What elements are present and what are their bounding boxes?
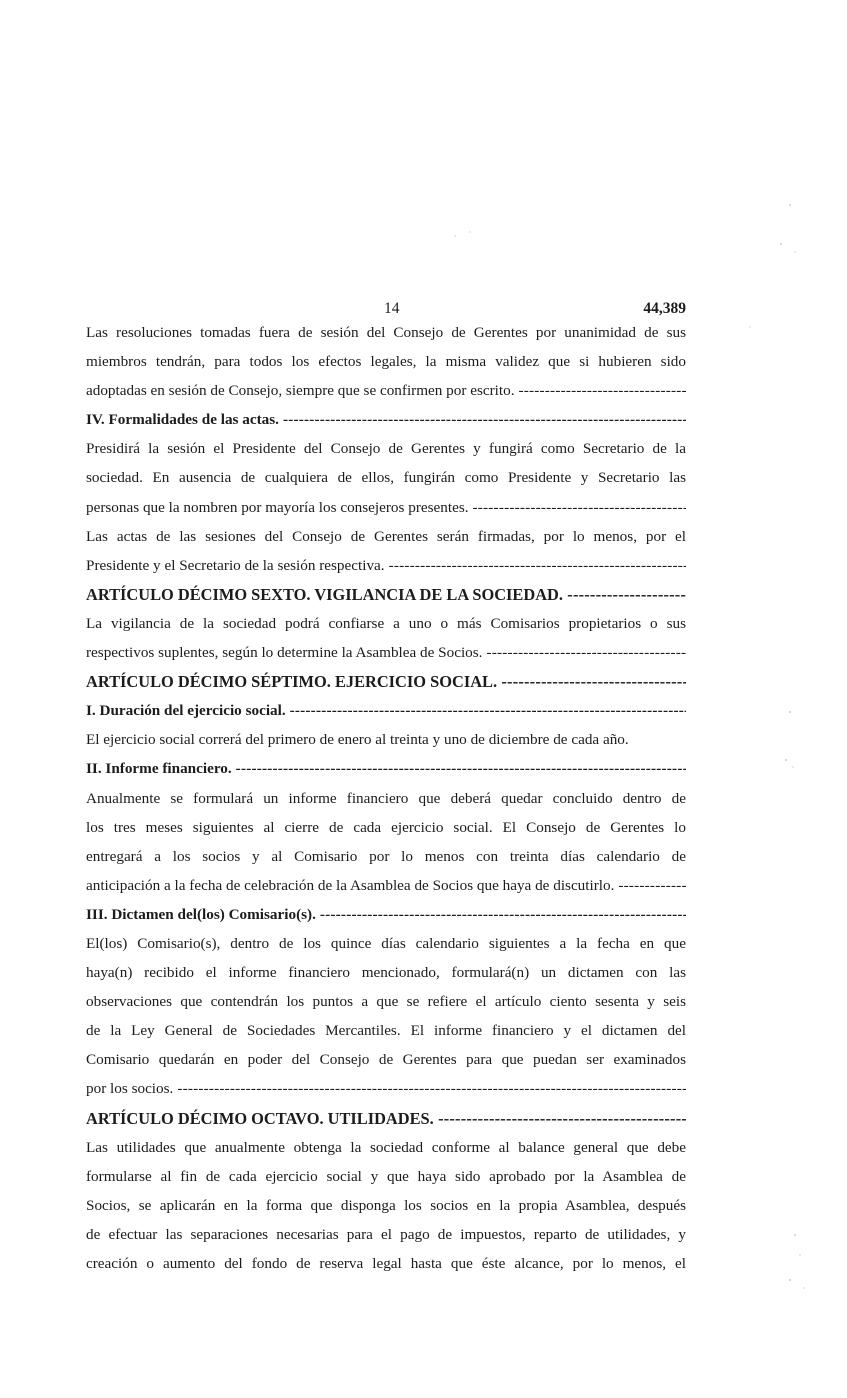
- body-text-line: Presidente y el Secretario de la sesión respectiva. -----: [86, 551, 686, 580]
- article-heading: ARTÍCULO DÉCIMO SEXTO. VIGILANCIA DE LA SOCIEDAD. -----: [86, 580, 686, 609]
- body-text-line: por los socios. -----: [86, 1074, 686, 1103]
- article-heading: ARTÍCULO DÉCIMO OCTAVO. UTILIDADES. -----: [86, 1104, 686, 1133]
- body-text-line: Las utilidades que anualmente obtenga la sociedad conforme al balance general que debe: [86, 1138, 686, 1156]
- body-text-line: respectivos suplentes, según lo determine la Asamblea de Socios. -----: [86, 638, 686, 667]
- body-text-line: de la Ley General de Sociedades Mercantiles. El informe financiero y el dictamen del: [86, 1022, 686, 1040]
- body-text-line: El ejercicio social correrá del primero de enero al treinta y uno de diciembre de cada año.: [86, 731, 629, 749]
- body-text-line: Anualmente se formulará un informe financiero que deberá quedar concluido dentro de: [86, 789, 686, 807]
- page-header: [86, 300, 686, 320]
- body-text-line: formularse al fin de cada ejercicio social y que haya sido aprobado por la Asamblea de: [86, 1167, 686, 1185]
- body-text-line: observaciones que contendrán los puntos a que se refiere el artículo ciento sesenta y seis: [86, 993, 686, 1011]
- document-number: 44,389: [643, 300, 686, 317]
- page-number: 14: [384, 300, 400, 317]
- body-text-line: de efectuar las separaciones necesarias para el pago de impuestos, reparto de utilidades, y: [86, 1225, 686, 1243]
- body-text-line: entregará a los socios y al Comisario por lo menos con treinta días calendario de: [86, 847, 686, 865]
- body-text-line: adoptadas en sesión de Consejo, siempre que se confirmen por escrito. -----: [86, 376, 686, 405]
- body-text-line: Las actas de las sesiones del Consejo de Gerentes serán firmadas, por lo menos, por el: [86, 527, 686, 545]
- body-text-line: sociedad. En ausencia de cualquiera de ellos, fungirán como Presidente y Secretario las: [86, 469, 686, 487]
- document-body: [86, 318, 686, 1278]
- body-text-line: creación o aumento del fondo de reserva legal hasta que éste alcance, por lo menos, el: [86, 1255, 686, 1272]
- body-text-line: los tres meses siguientes al cierre de cada ejercicio social. El Consejo de Gerentes lo: [86, 818, 686, 836]
- section-heading: III. Dictamen del(los) Comisario(s). -----: [86, 900, 686, 929]
- section-heading: II. Informe financiero. -----: [86, 754, 686, 783]
- body-text-line: Socios, se aplicarán en la forma que disponga los socios en la propia Asamblea, después: [86, 1196, 686, 1214]
- body-text-line: miembros tendrán, para todos los efectos legales, la misma validez que si hubieren sido: [86, 353, 686, 371]
- body-text-line: personas que la nombren por mayoría los consejeros presentes. -----: [86, 493, 686, 522]
- body-text-line: La vigilancia de la sociedad podrá confiarse a uno o más Comisarios propietarios o sus: [86, 614, 686, 632]
- body-text-line: anticipación a la fecha de celebración de la Asamblea de Socios que haya de discutirlo. -----: [86, 871, 686, 900]
- body-text-line: Comisario quedarán en poder del Consejo de Gerentes para que puedan ser examinados: [86, 1051, 686, 1069]
- section-heading: IV. Formalidades de las actas. -----: [86, 405, 686, 434]
- article-heading: ARTÍCULO DÉCIMO SÉPTIMO. EJERCICIO SOCIAL. -----: [86, 667, 686, 696]
- body-text-line: haya(n) recibido el informe financiero mencionado, formulará(n) un dictamen con las: [86, 964, 686, 982]
- body-text-line: Las resoluciones tomadas fuera de sesión del Consejo de Gerentes por unanimidad de sus: [86, 324, 686, 341]
- body-text-line: El(los) Comisario(s), dentro de los quince días calendario siguientes a la fecha en que: [86, 934, 686, 952]
- section-heading: I. Duración del ejercicio social. -----: [86, 696, 686, 725]
- body-text-line: Presidirá la sesión el Presidente del Consejo de Gerentes y fungirá como Secretario de la: [86, 440, 686, 458]
